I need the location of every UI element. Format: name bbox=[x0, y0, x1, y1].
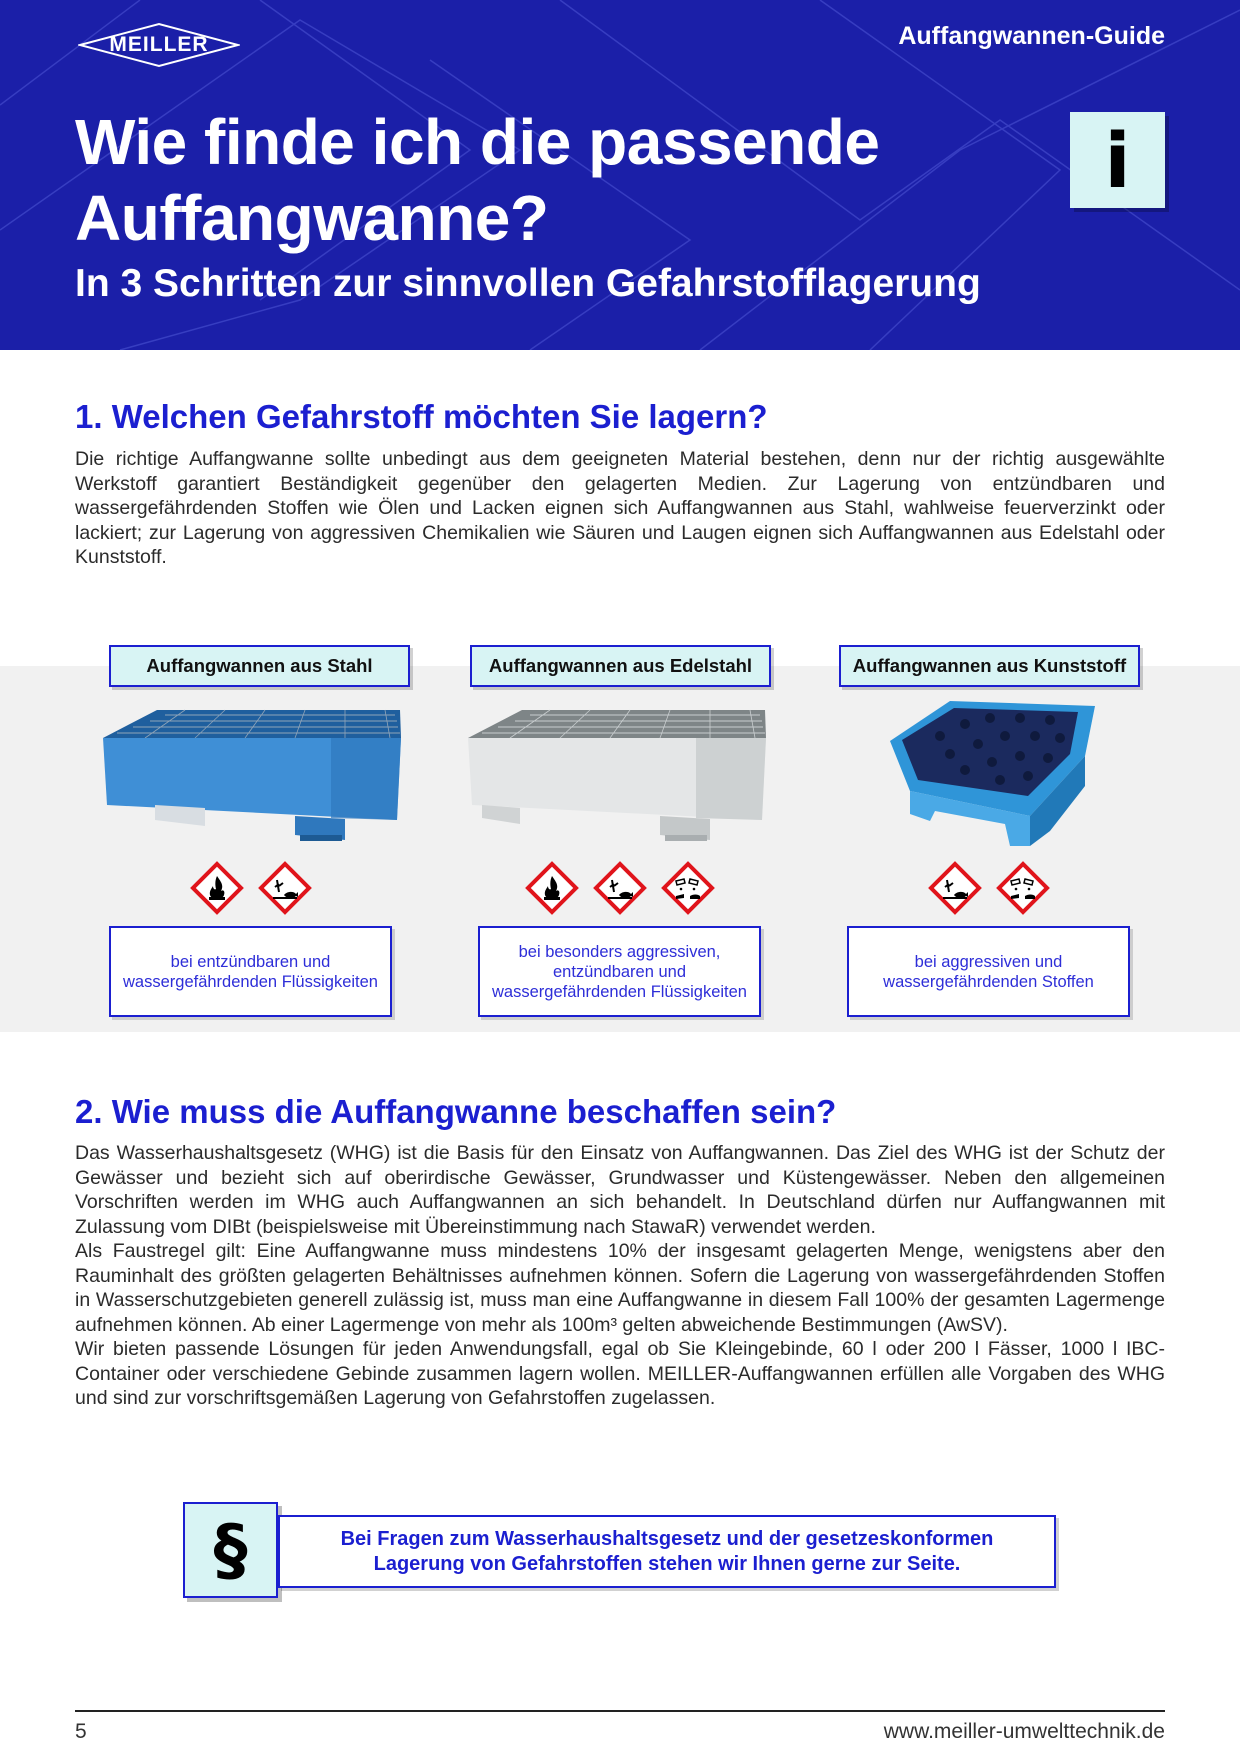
section-2-title: 2. Wie muss die Auffangwanne beschaffen sein? bbox=[75, 1093, 837, 1130]
section-1-text bbox=[75, 447, 1165, 570]
section-2-paragraph-2: Als Faustregel gilt: Eine Auffangwanne muss mindestens 10% der insgesamt gelagerten Menge, wenigstens aber den Rauminhalt des größten gelagerten Behältnisses aufnehmen können. Sofern die Lagerung von wassergefährdenden Stoffen in Wasserschutzgebieten generell zulässig ist, muss man eine Auffangwanne in diesem Fall 100% der gesamten Lagermenge aufnehmen können. Ab einer Lagermenge von mehr als 100m³ gelten abweichende Bestimmungen (AwSV). bbox=[75, 1240, 1165, 1336]
footer-website-link[interactable]: www.meiller-umwelttechnik.de bbox=[883, 1720, 1165, 1743]
title-line-2: Auffangwanne? bbox=[75, 182, 549, 254]
footer-divider bbox=[75, 1710, 1165, 1712]
environment-icon bbox=[256, 859, 314, 917]
flame-icon bbox=[523, 859, 581, 917]
section-1-title: 1. Welchen Gefahrstoff möchten Sie lagern? bbox=[75, 398, 768, 435]
category-label-stainless: Auffangwannen aus Edelstahl bbox=[470, 645, 771, 687]
stainless-tray-image bbox=[460, 700, 780, 850]
category-label-steel: Auffangwannen aus Stahl bbox=[109, 645, 410, 687]
callout-line-1: Bei Fragen zum Wasserhaushaltsgesetz und der gesetzeskonformen bbox=[340, 1527, 994, 1550]
page-subtitle: In 3 Schritten zur sinnvollen Gefahrstofflagerung bbox=[75, 262, 981, 305]
title-line-1: Wie finde ich die passende bbox=[75, 106, 880, 178]
steel-tray-image bbox=[95, 700, 415, 850]
logo-text: MEILLER bbox=[109, 33, 209, 56]
environment-icon bbox=[591, 859, 649, 917]
callout-line-2: Lagerung von Gefahrstoffen stehen wir Ihnen gerne zur Seite. bbox=[373, 1552, 961, 1575]
section-2-text bbox=[75, 1141, 1165, 1411]
category-description-steel: bei entzündbaren und wassergefährdenden Flüssigkeiten bbox=[109, 926, 392, 1017]
corrosion-icon bbox=[659, 859, 717, 917]
info-icon: i bbox=[1070, 112, 1165, 208]
contact-callout bbox=[278, 1515, 1056, 1588]
guide-label: Auffangwannen-Guide bbox=[898, 22, 1165, 50]
section-2-paragraph-3: Wir bieten passende Lösungen für jeden Anwendungsfall, egal ob Sie Kleingebinde, 60 l oder 200 l Fässer, 1000 l IBC-Container oder verschiedene Gebinde zusammen lagern wollen. MEILLER-Auffangwannen erfüllen alle Vorgaben des WHG und sind zur vorschriftsgemäßen Lagerung von Gefahrstoffen zugelassen. bbox=[75, 1338, 1165, 1409]
header-banner bbox=[0, 0, 1240, 350]
page-number: 5 bbox=[75, 1720, 87, 1743]
category-label-plastic: Auffangwannen aus Kunststoff bbox=[839, 645, 1140, 687]
paragraph-symbol-icon: § bbox=[183, 1502, 278, 1598]
section-2-paragraph-1: Das Wasserhaushaltsgesetz (WHG) ist die Basis für den Einsatz von Auffangwannen. Das Ziel des WHG ist der Schutz der Gewässer und bezieht sich auf oberirdische Gewässer, Grundwasser und Küstengewässer. Neben den allgemeinen Vorschriften werden im WHG auch Auffangwannen an sich behandelt. In Deutschland dürfen nur Auffangwannen mit Zulassung vom DIBt (beispielsweise mit Übereinstimmung nach StawaR) verwendet werden. bbox=[75, 1142, 1165, 1238]
plastic-tray-image bbox=[880, 696, 1100, 856]
flame-icon bbox=[188, 859, 246, 917]
environment-icon bbox=[926, 859, 984, 917]
page-title bbox=[75, 104, 975, 256]
corrosion-icon bbox=[994, 859, 1052, 917]
category-description-stainless: bei besonders aggressiven, entzündbaren und wassergefährdenden Flüssigkeiten bbox=[478, 926, 761, 1017]
category-description-plastic: bei aggressiven und wassergefährdenden Stoffen bbox=[847, 926, 1130, 1017]
section-1-paragraph: Die richtige Auffangwanne sollte unbedingt aus dem geeigneten Material bestehen, denn nur der richtig ausgewählte Werkstoff garantiert Beständigkeit gegenüber den gelagerten Medien. Zur Lagerung von entzündbaren und wassergefährdenden Stoffen wie Ölen und Lacken eignen sich Auffangwannen aus Stahl, wahlweise feuerverzinkt oder lackiert; zur Lagerung von aggressiven Chemikalien wie Säuren und Laugen eignen sich Auffangwannen aus Edelstahl oder Kunststoff. bbox=[75, 448, 1165, 568]
